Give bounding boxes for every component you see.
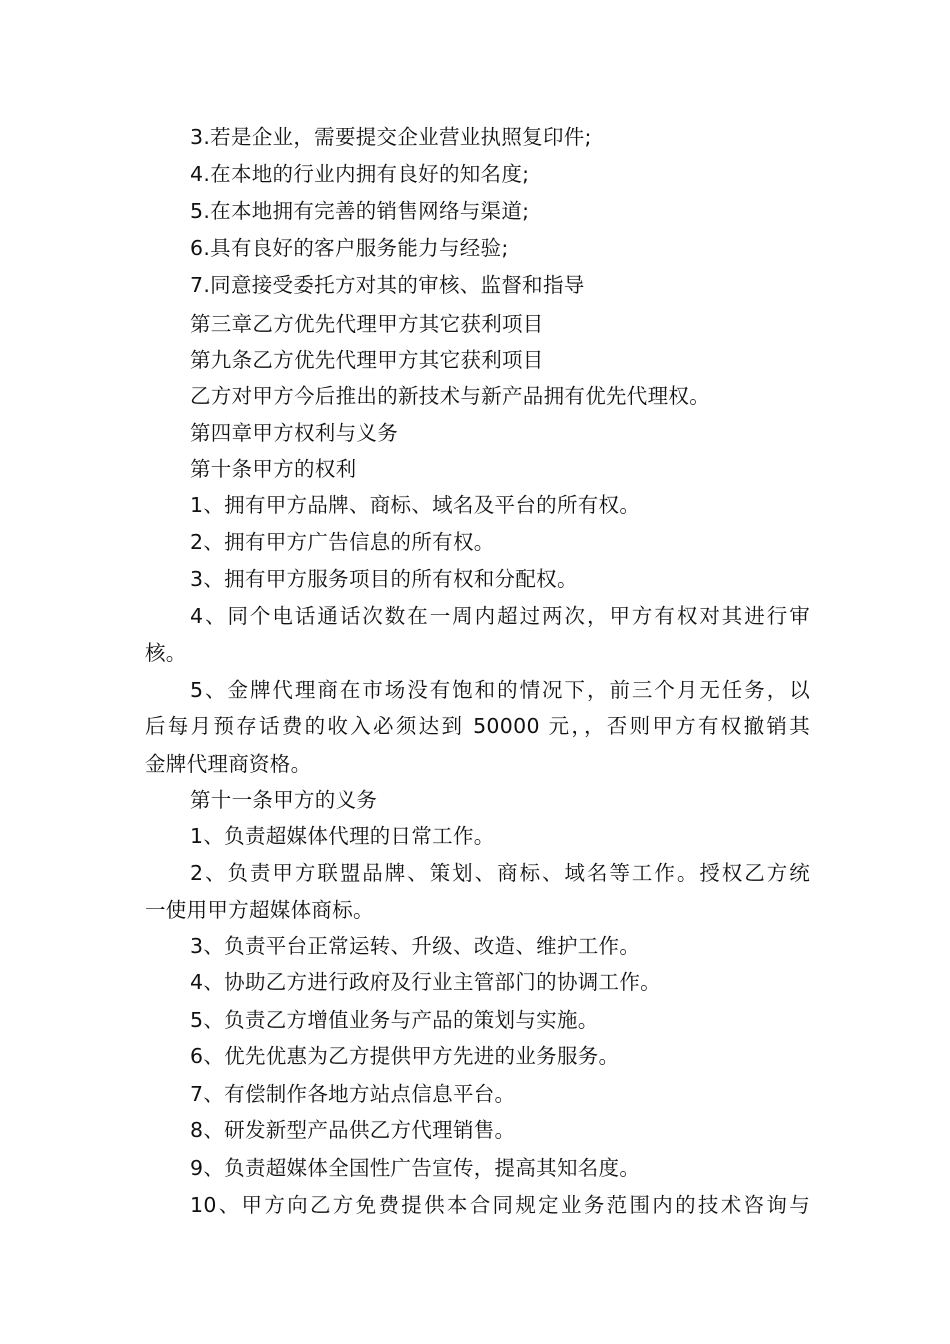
article-11-heading: 第十一条甲方的义务 — [190, 788, 378, 812]
requirement-5: 5.在本地拥有完善的销售网络与渠道; — [190, 199, 530, 223]
duty-item-2: 2、负责甲方联盟品牌、策划、商标、域名等工作。授权乙方统 — [190, 861, 810, 885]
duty-item-6: 6、优先优惠为乙方提供甲方先进的业务服务。 — [190, 1044, 620, 1068]
right-item-5-continued: 后每月预存话费的收入必须达到 50000 元，，否则甲方有权撤销其 — [145, 714, 810, 738]
requirement-6: 6.具有良好的客户服务能力与经验; — [190, 236, 509, 260]
right-item-2: 2、拥有甲方广告信息的所有权。 — [190, 530, 495, 554]
duty-item-5: 5、负责乙方增值业务与产品的策划与实施。 — [190, 1008, 599, 1032]
right-item-4: 4、同个电话通话次数在一周内超过两次，甲方有权对其进行审 — [190, 604, 810, 628]
chapter-3-heading: 第三章乙方优先代理甲方其它获利项目 — [190, 312, 544, 336]
right-item-4-continued: 核。 — [145, 641, 187, 665]
duty-item-10: 10、甲方向乙方免费提供本合同规定业务范围内的技术咨询与 — [190, 1193, 810, 1217]
duty-item-1: 1、负责超媒体代理的日常工作。 — [190, 824, 495, 848]
right-item-1: 1、拥有甲方品牌、商标、域名及平台的所有权。 — [190, 493, 641, 517]
right-item-5-end: 金牌代理商资格。 — [145, 752, 312, 776]
duty-item-7: 7、有偿制作各地方站点信息平台。 — [190, 1082, 516, 1106]
article-9-heading: 第九条乙方优先代理甲方其它获利项目 — [190, 348, 544, 372]
requirement-7: 7.同意接受委托方对其的审核、监督和指导 — [190, 273, 585, 297]
article-10-heading: 第十条甲方的权利 — [190, 457, 357, 481]
right-item-3: 3、拥有甲方服务项目的所有权和分配权。 — [190, 567, 578, 591]
right-item-5: 5、金牌代理商在市场没有饱和的情况下，前三个月无任务，以 — [190, 678, 810, 702]
requirement-4: 4.在本地的行业内拥有良好的知名度; — [190, 162, 530, 186]
chapter-4-heading: 第四章甲方权利与义务 — [190, 421, 398, 445]
duty-item-9: 9、负责超媒体全国性广告宣传，提高其知名度。 — [190, 1156, 641, 1180]
duty-item-4: 4、协助乙方进行政府及行业主管部门的协调工作。 — [190, 970, 661, 994]
duty-item-2-continued: 一使用甲方超媒体商标。 — [145, 898, 374, 922]
article-9-body: 乙方对甲方今后推出的新技术与新产品拥有优先代理权。 — [190, 384, 710, 408]
requirement-3: 3.若是企业，需要提交企业营业执照复印件; — [190, 125, 592, 149]
duty-item-3: 3、负责平台正常运转、升级、改造、维护工作。 — [190, 934, 641, 958]
duty-item-8: 8、研发新型产品供乙方代理销售。 — [190, 1118, 516, 1142]
